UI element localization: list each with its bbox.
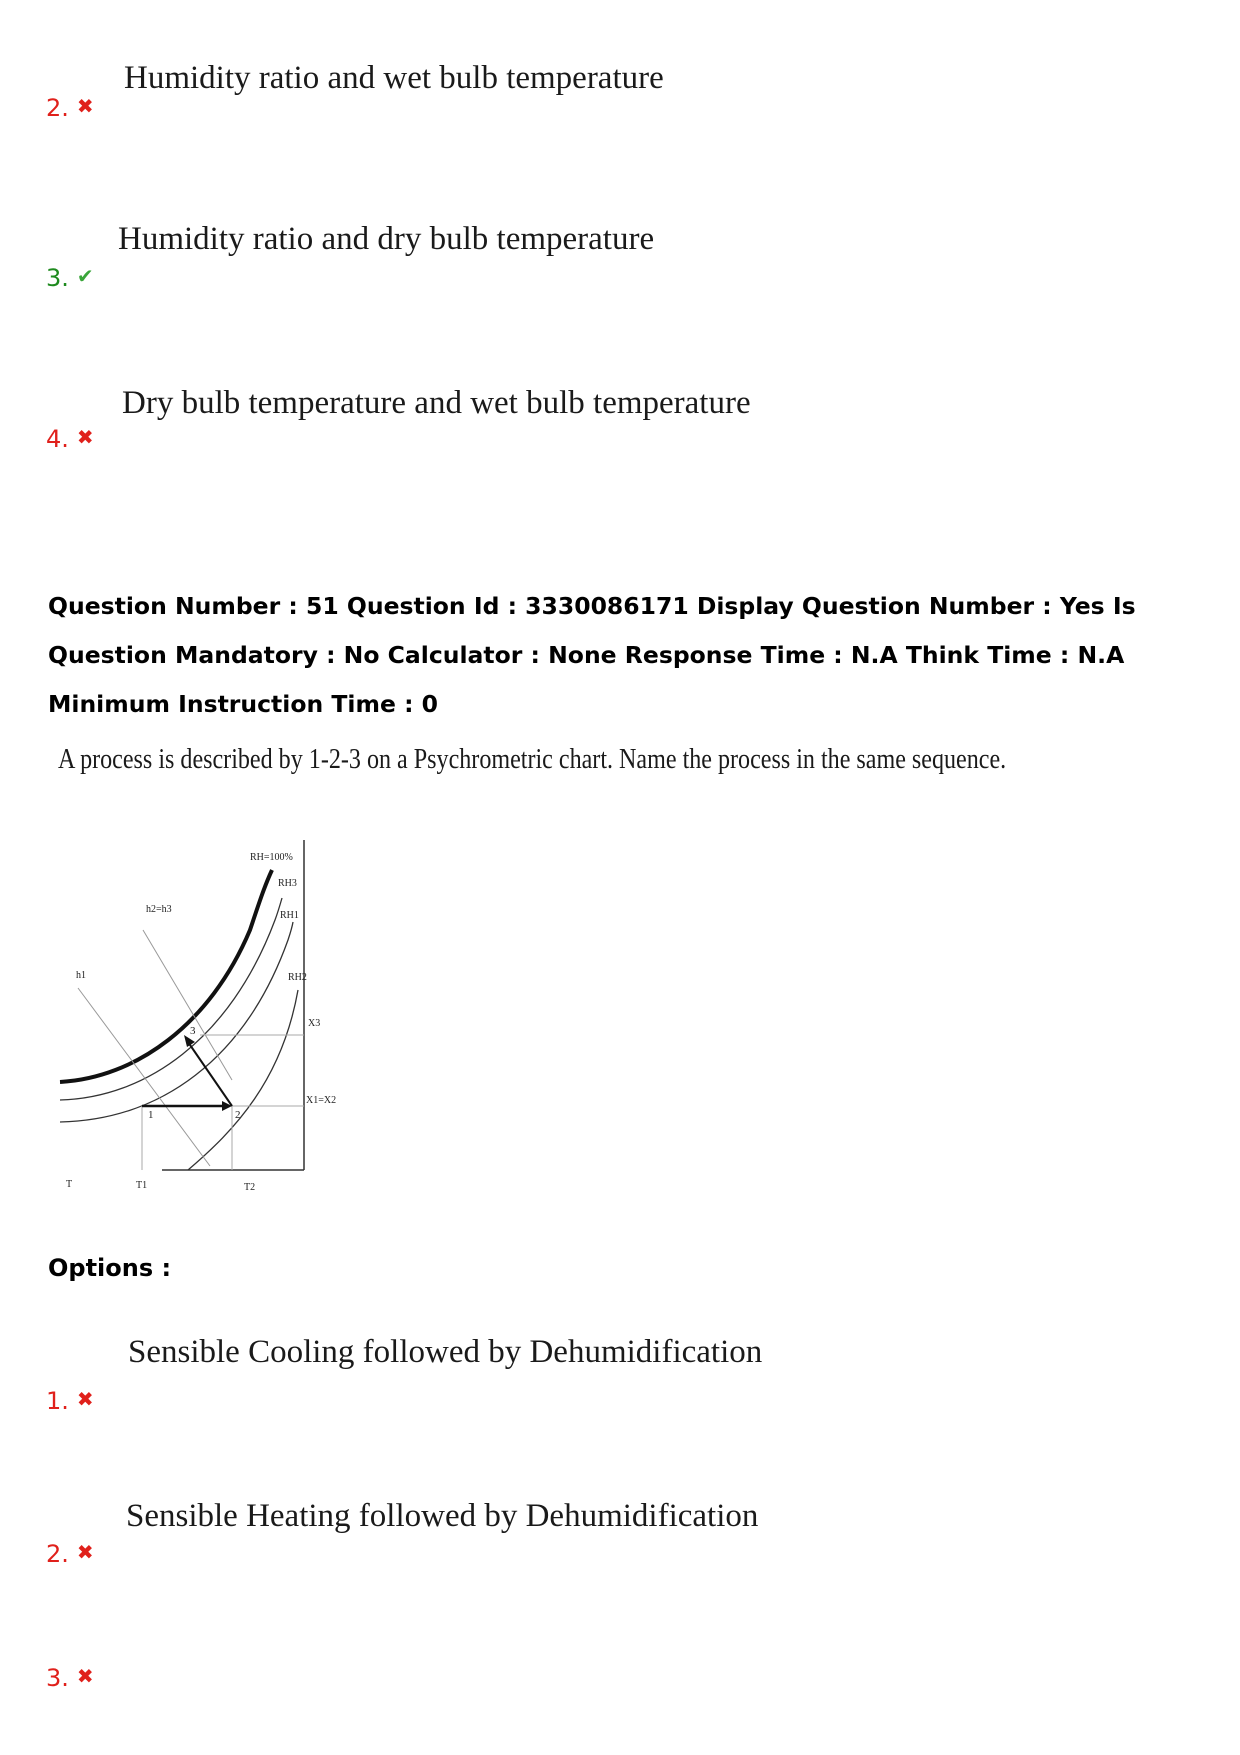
prev-option-3-number: 3.	[46, 264, 69, 292]
option-3-marker	[46, 1664, 94, 1692]
h1-label: h1	[76, 970, 86, 981]
option-1-text: Sensible Cooling followed by Dehumidification	[128, 1334, 763, 1370]
prev-option-4-text: Dry bulb temperature and wet bulb temperature	[122, 385, 751, 421]
prev-option-2-number: 2.	[46, 94, 69, 122]
point-3-label: 3	[190, 1025, 196, 1037]
rh1-curve	[60, 922, 293, 1122]
wrong-icon: ✖	[76, 425, 94, 449]
t1-label: T1	[136, 1180, 148, 1191]
option-1-marker	[46, 1387, 94, 1415]
wrong-icon: ✖	[76, 94, 94, 118]
rh3-label: RH3	[278, 878, 297, 889]
saturation-curve	[60, 870, 272, 1082]
wrong-icon: ✖	[76, 1387, 94, 1411]
rh2-label: RH2	[288, 972, 307, 983]
option-1-number: 1.	[46, 1387, 69, 1415]
h2-line	[143, 930, 232, 1080]
rh100-label: RH=100%	[250, 852, 293, 863]
option-2-text: Sensible Heating followed by Dehumidification	[126, 1498, 759, 1534]
prev-option-4-marker	[46, 425, 94, 453]
x1x2-label: X1=X2	[306, 1095, 337, 1106]
option-2-marker	[46, 1540, 94, 1568]
point-1-label: 1	[148, 1109, 154, 1121]
wrong-icon: ✖	[76, 1540, 94, 1564]
point-2-label: 2	[235, 1109, 241, 1121]
psychrometric-chart	[50, 830, 350, 1210]
question-meta: Question Number : 51 Question Id : 3330086171 Display Question Number : Yes Is Question Mandatory : No Calculator : None Response Time : N.A Think Time : N.A Minimum Instruction Time : 0	[48, 592, 1136, 718]
option-2-number: 2.	[46, 1540, 69, 1568]
prev-option-3-marker	[46, 264, 94, 292]
rh2-curve	[188, 990, 298, 1170]
check-icon: ✔	[76, 264, 94, 288]
process-2-3-arrow	[188, 1042, 232, 1106]
option-3-number: 3.	[46, 1664, 69, 1692]
x3-label: X3	[308, 1018, 321, 1029]
t2-label: T2	[244, 1182, 256, 1193]
wrong-icon: ✖	[76, 1664, 94, 1688]
prev-option-2-text: Humidity ratio and wet bulb temperature	[124, 60, 664, 96]
t-axis-label: T	[66, 1179, 73, 1190]
h2h3-label: h2=h3	[146, 904, 172, 915]
prev-option-4-number: 4.	[46, 425, 69, 453]
prev-option-2-marker	[46, 94, 94, 122]
prev-option-3-text: Humidity ratio and dry bulb temperature	[118, 221, 655, 257]
rh1-label: RH1	[280, 910, 299, 921]
question-text: A process is described by 1-2-3 on a Psychrometric chart. Name the process in the same sequence.	[58, 744, 1007, 775]
options-label: Options :	[48, 1254, 172, 1282]
